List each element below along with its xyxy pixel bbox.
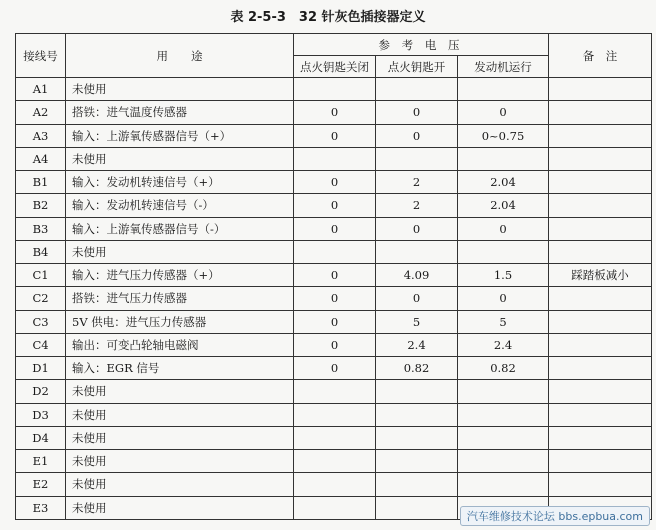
note-cell: [549, 450, 652, 473]
pin-cell: C1: [16, 264, 66, 287]
header-note: 备 注: [549, 34, 652, 78]
use-cell: 未使用: [66, 78, 294, 101]
connector-table: [15, 33, 652, 520]
voltage-on-cell: 5: [376, 310, 458, 333]
voltage-on-cell: [376, 147, 458, 170]
table-row: [16, 403, 652, 426]
voltage-on-cell: [376, 426, 458, 449]
voltage-on-cell: 0: [376, 101, 458, 124]
use-cell: 未使用: [66, 147, 294, 170]
table-row: [16, 147, 652, 170]
forum-watermark: 汽车维修技术论坛 bbs.epbua.com: [460, 506, 650, 526]
voltage-on-cell: [376, 450, 458, 473]
voltage-run-cell: 0.82: [458, 357, 549, 380]
pin-cell: E3: [16, 496, 66, 519]
voltage-off-cell: [294, 240, 376, 263]
note-cell: [549, 101, 652, 124]
voltage-run-cell: [458, 240, 549, 263]
note-cell: [549, 380, 652, 403]
voltage-on-cell: [376, 240, 458, 263]
voltage-run-cell: 0: [458, 101, 549, 124]
table-row: [16, 287, 652, 310]
voltage-off-cell: 0: [294, 101, 376, 124]
header-ignition-off: 点火钥匙关闭: [294, 56, 376, 78]
note-cell: [549, 217, 652, 240]
voltage-run-cell: [458, 147, 549, 170]
voltage-run-cell: 0: [458, 217, 549, 240]
pin-cell: C3: [16, 310, 66, 333]
table-row: [16, 380, 652, 403]
table-row: [16, 473, 652, 496]
voltage-off-cell: [294, 380, 376, 403]
table-row: [16, 171, 652, 194]
note-cell: [549, 171, 652, 194]
header-ref-voltage: 参 考 电 压: [294, 34, 549, 56]
note-cell: [549, 426, 652, 449]
voltage-run-cell: [458, 380, 549, 403]
note-cell: 踩踏板减小: [549, 264, 652, 287]
voltage-on-cell: 0: [376, 217, 458, 240]
pin-cell: B2: [16, 194, 66, 217]
table-row: [16, 264, 652, 287]
voltage-off-cell: [294, 426, 376, 449]
note-cell: [549, 357, 652, 380]
voltage-on-cell: [376, 473, 458, 496]
voltage-off-cell: [294, 78, 376, 101]
use-cell: 搭铁：进气温度传感器: [66, 101, 294, 124]
use-cell: 搭铁：进气压力传感器: [66, 287, 294, 310]
note-cell: [549, 287, 652, 310]
use-cell: 输入：上游氧传感器信号（-）: [66, 217, 294, 240]
voltage-off-cell: 0: [294, 333, 376, 356]
voltage-off-cell: 0: [294, 287, 376, 310]
use-cell: 输入：进气压力传感器（+）: [66, 264, 294, 287]
voltage-on-cell: [376, 380, 458, 403]
header-ignition-on: 点火钥匙开: [376, 56, 458, 78]
use-cell: 输出：可变凸轮轴电磁阀: [66, 333, 294, 356]
pin-cell: C2: [16, 287, 66, 310]
table-title: 表 2-5-3 32 针灰色插接器定义: [230, 10, 426, 25]
use-cell: 未使用: [66, 426, 294, 449]
use-cell: 输入：上游氧传感器信号（+）: [66, 124, 294, 147]
voltage-off-cell: [294, 496, 376, 519]
pin-cell: E1: [16, 450, 66, 473]
voltage-off-cell: 0: [294, 357, 376, 380]
header-use: 用 途: [66, 34, 294, 78]
voltage-off-cell: 0: [294, 217, 376, 240]
pin-cell: E2: [16, 473, 66, 496]
note-cell: [549, 473, 652, 496]
voltage-off-cell: 0: [294, 194, 376, 217]
voltage-on-cell: [376, 78, 458, 101]
table-row: [16, 78, 652, 101]
voltage-on-cell: 2: [376, 171, 458, 194]
use-cell: 未使用: [66, 450, 294, 473]
use-cell: 输入：发动机转速信号（-）: [66, 194, 294, 217]
voltage-run-cell: 1.5: [458, 264, 549, 287]
use-cell: 输入：发动机转速信号（+）: [66, 171, 294, 194]
use-cell: 未使用: [66, 403, 294, 426]
voltage-run-cell: [458, 473, 549, 496]
voltage-on-cell: 4.09: [376, 264, 458, 287]
voltage-off-cell: 0: [294, 171, 376, 194]
voltage-run-cell: [458, 403, 549, 426]
table-row: [16, 450, 652, 473]
pin-cell: A1: [16, 78, 66, 101]
table-row: [16, 101, 652, 124]
pin-cell: C4: [16, 333, 66, 356]
table-row: [16, 240, 652, 263]
voltage-off-cell: 0: [294, 264, 376, 287]
note-cell: [549, 240, 652, 263]
use-cell: 未使用: [66, 380, 294, 403]
header-pin: 接线号: [16, 34, 66, 78]
note-cell: [549, 403, 652, 426]
voltage-off-cell: [294, 473, 376, 496]
voltage-on-cell: 0: [376, 287, 458, 310]
use-cell: 未使用: [66, 240, 294, 263]
table-row: [16, 194, 652, 217]
note-cell: [549, 194, 652, 217]
voltage-run-cell: 2.04: [458, 194, 549, 217]
voltage-on-cell: 2.4: [376, 333, 458, 356]
pin-cell: D1: [16, 357, 66, 380]
voltage-off-cell: [294, 147, 376, 170]
voltage-run-cell: 2.04: [458, 171, 549, 194]
table-row: [16, 357, 652, 380]
pin-cell: A3: [16, 124, 66, 147]
voltage-off-cell: [294, 450, 376, 473]
pin-cell: B4: [16, 240, 66, 263]
pin-cell: A2: [16, 101, 66, 124]
voltage-on-cell: [376, 496, 458, 519]
voltage-on-cell: [376, 403, 458, 426]
use-cell: 未使用: [66, 496, 294, 519]
pin-cell: D2: [16, 380, 66, 403]
voltage-on-cell: 0: [376, 124, 458, 147]
voltage-off-cell: 0: [294, 310, 376, 333]
note-cell: [549, 310, 652, 333]
voltage-run-cell: 0~0.75: [458, 124, 549, 147]
pin-cell: D3: [16, 403, 66, 426]
voltage-run-cell: 2.4: [458, 333, 549, 356]
table-row: [16, 333, 652, 356]
voltage-run-cell: [458, 78, 549, 101]
pin-cell: B1: [16, 171, 66, 194]
note-cell: [549, 147, 652, 170]
voltage-on-cell: 2: [376, 194, 458, 217]
header-engine-running: 发动机运行: [458, 56, 549, 78]
table-row: [16, 124, 652, 147]
voltage-run-cell: 5: [458, 310, 549, 333]
pin-cell: A4: [16, 147, 66, 170]
table-row: [16, 426, 652, 449]
note-cell: [549, 124, 652, 147]
table-row: [16, 217, 652, 240]
use-cell: 输入：EGR 信号: [66, 357, 294, 380]
note-cell: [549, 78, 652, 101]
voltage-on-cell: 0.82: [376, 357, 458, 380]
voltage-run-cell: [458, 426, 549, 449]
note-cell: [549, 333, 652, 356]
pin-cell: D4: [16, 426, 66, 449]
use-cell: 未使用: [66, 473, 294, 496]
use-cell: 5V 供电：进气压力传感器: [66, 310, 294, 333]
voltage-off-cell: [294, 403, 376, 426]
table-row: [16, 310, 652, 333]
voltage-run-cell: 0: [458, 287, 549, 310]
voltage-off-cell: 0: [294, 124, 376, 147]
voltage-run-cell: [458, 450, 549, 473]
pin-cell: B3: [16, 217, 66, 240]
